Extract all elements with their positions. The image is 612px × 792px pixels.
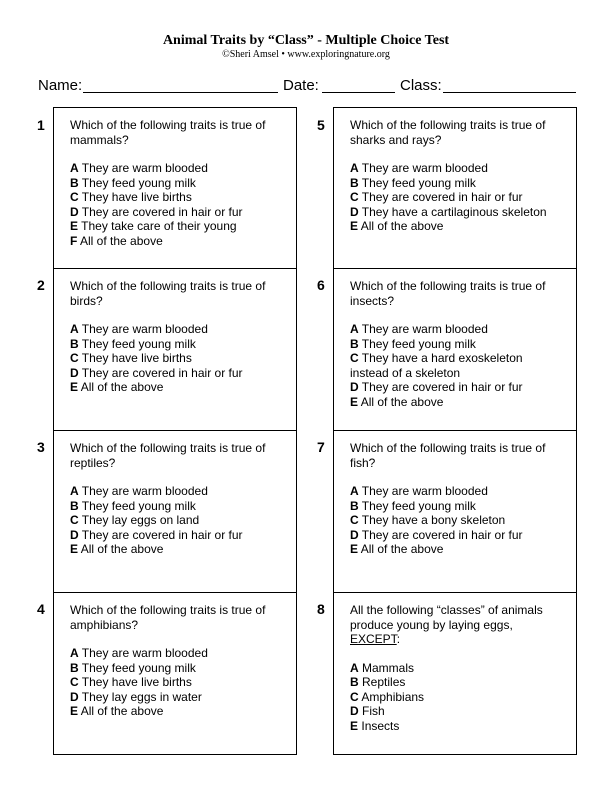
option-text: They have a bony skeleton: [361, 513, 506, 527]
answer-option[interactable]: [70, 484, 284, 499]
question-text-main: All the following “classes” of animals produce young by laying eggs,: [350, 603, 543, 632]
answer-option[interactable]: [350, 542, 564, 557]
answer-option[interactable]: [70, 704, 284, 719]
answer-option[interactable]: [70, 205, 284, 220]
option-letter: A: [350, 161, 359, 175]
class-label: Class:: [400, 77, 442, 94]
answer-option[interactable]: [70, 542, 284, 557]
option-text: They are warm blooded: [81, 646, 208, 660]
option-text: All of the above: [80, 542, 164, 556]
option-text: All of the above: [80, 704, 164, 718]
answer-option[interactable]: [350, 337, 564, 352]
option-text: They feed young milk: [361, 175, 476, 190]
name-label: Name:: [38, 77, 83, 94]
question-text: Which of the following traits is true of mammals?: [70, 118, 266, 147]
option-letter: C: [350, 351, 359, 365]
date-field[interactable]: [322, 92, 395, 93]
option-text: Fish: [362, 704, 385, 718]
option-letter: E: [70, 219, 79, 233]
question-text-end: :: [396, 632, 401, 646]
option-letter: C: [70, 351, 79, 365]
class-field[interactable]: [443, 92, 576, 93]
answer-option[interactable]: [70, 499, 284, 514]
option-letter: D: [350, 380, 359, 394]
option-letter: E: [350, 219, 359, 233]
option-text: They are warm blooded: [81, 161, 208, 175]
answer-option[interactable]: [70, 351, 284, 366]
answer-option[interactable]: [70, 234, 284, 249]
answer-option[interactable]: [70, 190, 284, 205]
option-text: They are covered in hair or fur: [81, 365, 243, 380]
answer-option[interactable]: [70, 528, 284, 543]
question-box-1: [53, 107, 297, 269]
answer-option[interactable]: [350, 484, 564, 499]
answer-option[interactable]: [350, 322, 564, 337]
answer-option[interactable]: [70, 176, 284, 191]
answer-option[interactable]: [350, 351, 564, 380]
option-text: They are covered in hair or fur: [81, 527, 243, 542]
answer-option[interactable]: [70, 690, 284, 705]
answer-option[interactable]: [350, 528, 564, 543]
question-number: 1: [37, 117, 45, 133]
option-text: They have live births: [81, 190, 192, 204]
option-text: They are warm blooded: [361, 322, 488, 336]
answer-option[interactable]: [350, 380, 564, 395]
option-letter: E: [70, 704, 79, 718]
option-letter: C: [350, 190, 359, 204]
option-text: All of the above: [360, 394, 444, 409]
answer-option[interactable]: [350, 513, 564, 528]
question-text: [350, 603, 564, 647]
question-number: 4: [37, 601, 45, 617]
answer-option[interactable]: [70, 219, 284, 234]
option-letter: C: [70, 190, 79, 204]
option-letter: A: [70, 484, 79, 498]
option-letter: F: [70, 233, 78, 248]
option-text: All of the above: [80, 233, 163, 248]
question-box-7: [333, 430, 577, 593]
option-letter: D: [350, 204, 359, 219]
question-text: Which of the following traits is true of fish?: [350, 441, 546, 470]
option-text: They are warm blooded: [81, 484, 208, 498]
option-text: Reptiles: [362, 675, 406, 689]
option-letter: E: [350, 718, 359, 733]
answer-option[interactable]: [70, 646, 284, 661]
option-letter: E: [350, 394, 359, 409]
question-box-4: [53, 592, 297, 755]
option-letter: B: [70, 175, 79, 190]
option-text: They are covered in hair or fur: [361, 527, 523, 542]
question-number: 3: [37, 439, 45, 455]
answer-option[interactable]: [70, 337, 284, 352]
page-subtitle: ©Sheri Amsel • www.exploringnature.org: [222, 49, 390, 60]
option-letter: D: [350, 527, 359, 542]
option-letter: B: [70, 498, 79, 513]
answer-option[interactable]: [350, 190, 564, 205]
date-label: Date:: [283, 77, 319, 94]
answer-option[interactable]: [350, 205, 564, 220]
option-text: They are covered in hair or fur: [81, 204, 243, 219]
option-text: They are covered in hair or fur: [361, 380, 523, 394]
option-text: They feed young milk: [81, 336, 196, 351]
option-text: They feed young milk: [81, 498, 196, 513]
option-text: They feed young milk: [361, 498, 476, 513]
answer-option[interactable]: [350, 161, 564, 176]
answer-option[interactable]: [70, 661, 284, 676]
option-text: All of the above: [80, 380, 164, 394]
option-letter: B: [350, 675, 359, 689]
option-letter: C: [350, 513, 359, 527]
option-text: Insects: [361, 718, 400, 733]
answer-option[interactable]: [350, 499, 564, 514]
question-text: Which of the following traits is true of amphibians?: [70, 603, 266, 632]
option-text: Amphibians: [361, 689, 425, 704]
question-text: Which of the following traits is true of birds?: [70, 279, 266, 308]
option-letter: C: [70, 513, 79, 527]
option-letter: A: [350, 322, 359, 336]
page-title: Animal Traits by “Class” - Multiple Choice Test: [162, 33, 450, 48]
question-box-6: [333, 268, 577, 431]
option-letter: B: [70, 660, 79, 675]
option-letter: D: [70, 689, 79, 704]
answer-option[interactable]: [350, 675, 564, 690]
option-letter: A: [70, 322, 79, 336]
option-text: All of the above: [360, 542, 444, 556]
question-text: Which of the following traits is true of insects?: [350, 279, 546, 308]
option-letter: A: [350, 484, 359, 498]
option-letter: D: [70, 527, 79, 542]
option-letter: D: [350, 704, 359, 718]
answer-option[interactable]: [70, 366, 284, 381]
question-box-8: [333, 592, 577, 755]
answer-option[interactable]: [350, 690, 564, 705]
answer-option[interactable]: [70, 513, 284, 528]
option-text: All of the above: [360, 219, 444, 233]
name-field[interactable]: [83, 92, 278, 93]
question-text: Which of the following traits is true of reptiles?: [70, 441, 266, 470]
option-letter: A: [70, 646, 79, 660]
answer-option[interactable]: [350, 719, 564, 734]
question-number: 7: [317, 439, 325, 455]
question-box-2: [53, 268, 297, 431]
option-text: They feed young milk: [81, 660, 196, 675]
question-box-3: [53, 430, 297, 593]
question-text: Which of the following traits is true of sharks and rays?: [350, 118, 546, 147]
option-letter: D: [70, 204, 79, 219]
option-letter: C: [70, 675, 79, 689]
question-number: 2: [37, 277, 45, 293]
question-number: 6: [317, 277, 325, 293]
option-text: They have a hard exoskeleton instead of a skeleton: [350, 351, 523, 380]
question-number: 5: [317, 117, 325, 133]
option-text: Mammals: [362, 660, 415, 675]
option-text: They are covered in hair or fur: [361, 190, 523, 204]
option-letter: B: [350, 498, 359, 513]
option-letter: A: [350, 660, 359, 675]
option-letter: B: [70, 336, 79, 351]
option-letter: A: [70, 161, 79, 175]
option-letter: E: [70, 542, 79, 556]
option-text: They take care of their young: [81, 219, 237, 233]
answer-option[interactable]: [350, 219, 564, 234]
answer-option[interactable]: [350, 704, 564, 719]
except-emphasis: EXCEPT: [350, 632, 397, 646]
option-text: They have live births: [81, 351, 192, 365]
option-letter: E: [70, 380, 79, 394]
question-box-5: [333, 107, 577, 269]
option-letter: E: [350, 542, 359, 556]
option-text: They have a cartilaginous skeleton: [361, 204, 547, 219]
student-info-row: [38, 77, 578, 97]
option-text: They lay eggs in water: [81, 689, 202, 704]
answer-option[interactable]: [350, 395, 564, 410]
answer-option[interactable]: [350, 176, 564, 191]
option-text: They are warm blooded: [361, 484, 488, 498]
option-text: They lay eggs on land: [81, 513, 200, 527]
answer-option[interactable]: [70, 322, 284, 337]
answer-option[interactable]: [70, 675, 284, 690]
option-letter: B: [350, 175, 359, 190]
option-text: They have live births: [81, 675, 192, 689]
option-letter: C: [350, 689, 359, 704]
option-letter: B: [350, 336, 359, 351]
question-number: 8: [317, 601, 325, 617]
option-text: They are warm blooded: [81, 322, 208, 336]
option-letter: D: [70, 365, 79, 380]
answer-option[interactable]: [70, 161, 284, 176]
option-text: They feed young milk: [81, 175, 196, 190]
answer-option[interactable]: [70, 380, 284, 395]
answer-option[interactable]: [350, 661, 564, 676]
option-text: They feed young milk: [361, 336, 476, 351]
option-text: They are warm blooded: [361, 161, 488, 175]
